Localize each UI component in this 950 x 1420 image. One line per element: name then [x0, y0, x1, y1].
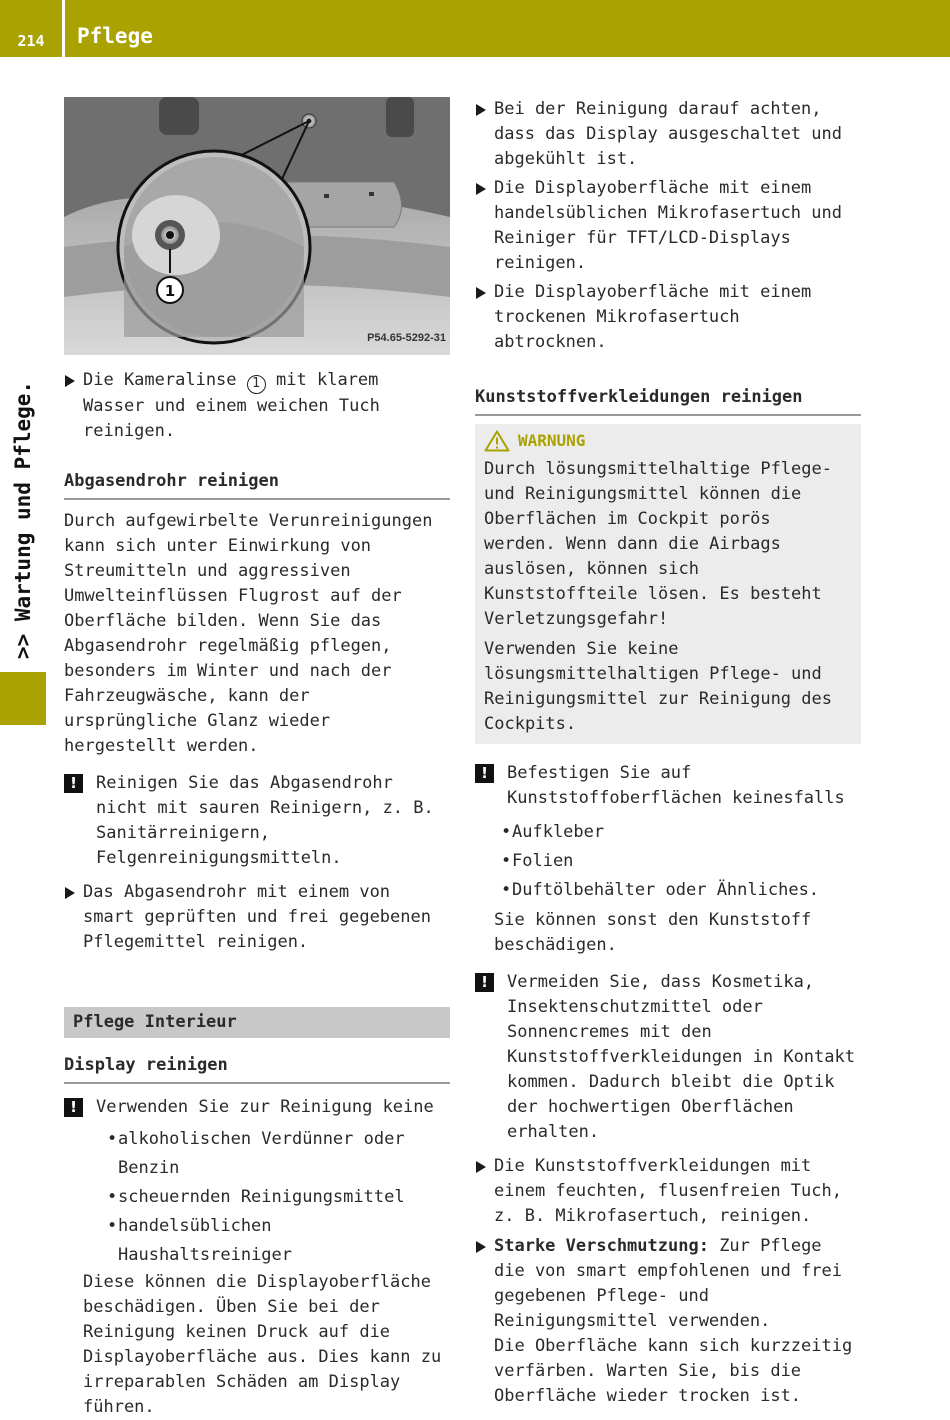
display-heading: Display reinigen — [64, 1053, 450, 1084]
plastic-bullet-list — [494, 818, 861, 905]
display-step-3 — [475, 280, 861, 355]
chapter-tab-marker — [0, 672, 46, 725]
car-rear-illustration — [64, 97, 450, 355]
chapter-side-label: >> Wartung und Pflege. — [11, 380, 35, 660]
plastic-note-2-text: Vermeiden Sie, dass Kosmetika, Insektenschutzmittel oder Sonnencremes mit den Kunststoffverkleidungen in Kontakt kommen. Dadurch bleibt die Optik der hochwertigen Oberflächen erhalten. — [507, 972, 855, 1142]
camera-lens-step — [64, 368, 450, 444]
list-item: • scheuernden Reinigungsmittel — [107, 1183, 450, 1212]
plastic-step-1 — [475, 1154, 861, 1229]
exhaust-note — [64, 771, 450, 871]
exhaust-step — [64, 880, 450, 955]
plastic-step-1-text: Die Kunststoffverkleidungen mit einem feuchten, flusenfreien Tuch, z. B. Mikrofasertuch, reinigen. — [494, 1156, 842, 1226]
display-step-3-text: Die Displayoberfläche mit einem trockenen Mikrofasertuch abtrocknen. — [494, 282, 812, 352]
step-arrow-icon — [476, 183, 486, 195]
warning-paragraph-1: Durch lösungsmittelhaltige Pflege- und Reinigungsmittel können die Oberflächen im Cockpit porös werden. Wenn dann die Airbags auslösen, können sich Kunststoffteile lösen. Es besteht Verletzungsgefahr! — [484, 459, 832, 629]
display-bullet-list — [83, 1125, 450, 1270]
attention-icon: ! — [475, 764, 494, 783]
step-arrow-icon — [476, 104, 486, 116]
plastic-step-2-bold: Starke Verschmutzung: — [494, 1236, 709, 1256]
display-step-2 — [475, 176, 861, 276]
attention-icon: ! — [64, 774, 83, 793]
step-arrow-icon — [65, 375, 75, 387]
list-item: • Aufkleber — [501, 818, 861, 847]
exhaust-step-text: Das Abgasendrohr mit einem von smart geprüften und frei gegebenen Pflegemittel reinigen. — [83, 882, 431, 952]
warning-header — [484, 428, 852, 453]
list-item: • alkoholischen Verdünner oder Benzin — [107, 1125, 450, 1183]
callout-circle-icon: 1 — [247, 375, 266, 394]
camera-step-pre: Die Kameralinse — [83, 370, 237, 390]
camera-step-post: mit klarem Wasser und einem weichen Tuch reinigen. — [83, 370, 380, 441]
plastic-note-1 — [475, 761, 861, 958]
display-note-after: Diese können die Displayoberfläche beschädigen. Üben Sie bei der Reinigung keinen Druck auf die Displayoberfläche aus. Dies kann zu irreparablen Schäden am Display führen. — [83, 1272, 442, 1417]
rear-camera-figure — [64, 97, 450, 355]
right-column — [475, 97, 861, 1409]
attention-icon: ! — [475, 973, 494, 992]
list-item: • Folien — [501, 847, 861, 876]
list-item: • Duftölbehälter oder Ähnliches. — [501, 876, 861, 905]
warning-paragraph-2: Verwenden Sie keine lösungsmittelhaltigen Pflege- und Reinigungsmittel zur Reinigung des Cockpits. — [484, 639, 832, 734]
step-arrow-icon — [476, 1161, 486, 1173]
warning-triangle-icon — [484, 430, 510, 452]
plastic-note-1-after: Sie können sonst den Kunststoff beschädigen. — [494, 910, 812, 955]
list-item: • handelsüblichen Haushaltsreiniger — [107, 1212, 450, 1270]
display-step-1-text: Bei der Reinigung darauf achten, dass das Display ausgeschaltet und abgekühlt ist. — [494, 99, 842, 169]
display-step-2-text: Die Displayoberfläche mit einem handelsüblichen Mikrofasertuch und Reiniger für TFT/LCD-Displays reinigen. — [494, 178, 842, 273]
plastic-note-2 — [475, 970, 861, 1145]
display-step-1 — [475, 97, 861, 172]
header-divider — [62, 0, 65, 57]
step-arrow-icon — [476, 1241, 486, 1253]
warning-box — [475, 424, 861, 744]
attention-icon: ! — [64, 1098, 83, 1117]
section-bar-interior: Pflege Interieur — [64, 1007, 450, 1038]
plastic-step-2 — [475, 1234, 861, 1409]
warning-title: WARNUNG — [518, 431, 586, 450]
exhaust-note-text: Reinigen Sie das Abgasendrohr nicht mit sauren Reinigern, z. B. Sanitärreinigern, Felgenreinigungsmitteln. — [96, 773, 434, 868]
step-arrow-icon — [476, 287, 486, 299]
exhaust-paragraph: Durch aufgewirbelte Verunreinigungen kann sich unter Einwirkung von Streumitteln und aggressiven Umwelteinflüssen Flugrost auf der Oberfläche bilden. Wenn Sie das Abgasendrohr regelmäßig pflegen, besonders im Winter und nach der Fahrzeugwäsche, kann der ursprüngliche Glanz wieder hergestellt werden. — [64, 511, 433, 756]
figure-code: P54.65-5292-31 — [367, 332, 446, 344]
display-note — [64, 1095, 450, 1420]
plastic-step-2-extra: Die Oberfläche kann sich kurzzeitig verfärben. Warten Sie, bis die Oberfläche wieder trocken ist. — [494, 1336, 853, 1406]
page-header — [0, 0, 950, 57]
plastic-heading: Kunststoffverkleidungen reinigen — [475, 385, 861, 416]
plastic-step-2-text: Zur Pflege die von smart empfohlenen und frei gegebenen Pflege- und Reinigungsmittel verwenden. — [494, 1236, 842, 1331]
figure-callout-number: 1 — [164, 282, 176, 300]
left-column — [64, 97, 450, 1420]
plastic-note-1-intro: Befestigen Sie auf Kunststoffoberflächen keinesfalls — [507, 763, 845, 808]
display-note-intro: Verwenden Sie zur Reinigung keine — [96, 1097, 434, 1117]
page-title: Pflege — [77, 24, 153, 48]
exhaust-heading: Abgasendrohr reinigen — [64, 469, 450, 500]
step-arrow-icon — [65, 887, 75, 899]
page-number: 214 — [17, 32, 45, 50]
